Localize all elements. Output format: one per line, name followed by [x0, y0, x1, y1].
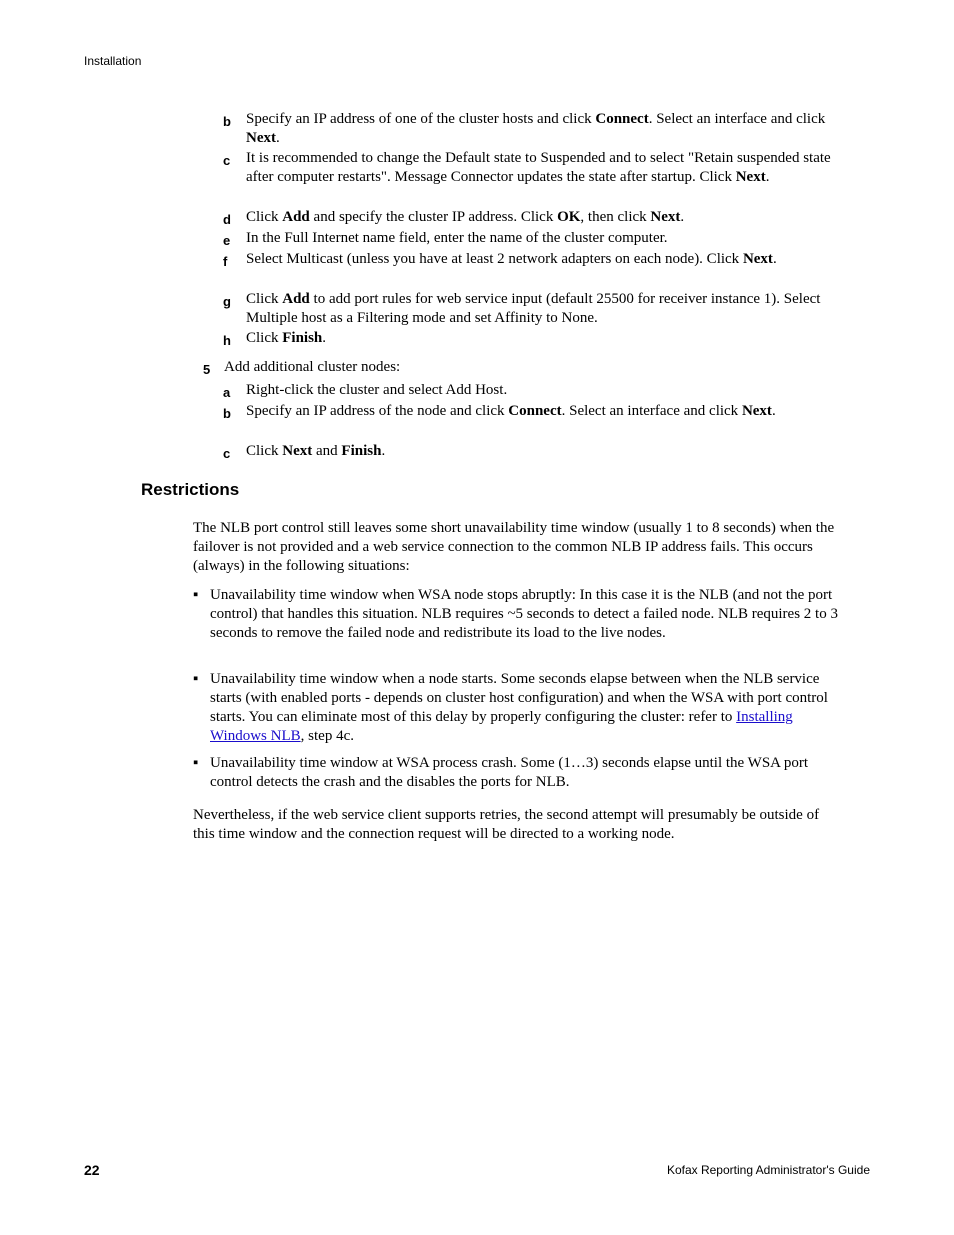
text-run: .	[765, 169, 770, 185]
text-run: to add port rules for web service input (default 25500 for receiver instance 1). Select Multiple host as a Filtering mode and set Affinity to None.	[246, 291, 821, 326]
substep-letter: d	[223, 212, 231, 227]
ui-term: Add	[282, 291, 310, 307]
substep-letter: h	[223, 333, 231, 348]
step-text: Add additional cluster nodes:	[224, 359, 401, 375]
text-run: . Select an interface and click	[561, 403, 742, 419]
bullet-marker: ▪	[193, 671, 199, 687]
text-run: .	[381, 443, 386, 459]
bullet-text-after: , step 4c.	[300, 728, 354, 744]
ui-term: Next	[735, 169, 766, 185]
substep-text	[246, 290, 843, 328]
restrictions-closing: Nevertheless, if the web service client supports retries, the second attempt will presumably be outside of this time window and the connection request will be directed to a working node.	[193, 807, 820, 842]
text-run: .	[771, 403, 776, 419]
substep-text	[246, 250, 843, 269]
text-run: In the Full Internet name field, enter the name of the cluster computer.	[246, 230, 668, 246]
text-run: Right-click the cluster and select Add Host.	[246, 382, 508, 398]
ui-term: Next	[246, 130, 276, 146]
installing-windows-nlb-link[interactable]: Installing Windows NLB	[210, 709, 793, 744]
substep-4f	[223, 250, 843, 269]
bullet-item	[193, 586, 843, 643]
text-run: Click	[246, 330, 283, 346]
ui-term: OK	[557, 209, 581, 225]
ui-term: Next	[650, 209, 681, 225]
text-run: .	[276, 130, 280, 146]
bullet-marker: ▪	[193, 587, 199, 603]
substep-text	[246, 208, 843, 227]
ui-term: Add	[282, 209, 310, 225]
restrictions-intro: The NLB port control still leaves some short unavailability time window (usually 1 to 8 seconds) when the failover is not provided and a web service connection to the common NLB IP address fails. This occurs (always) in the following situations:	[193, 520, 835, 574]
substep-text	[246, 329, 843, 348]
substep-text	[246, 402, 843, 421]
section-heading-restrictions: Restrictions	[141, 480, 240, 499]
ui-term: Next	[282, 443, 313, 459]
text-run: Click	[246, 443, 283, 459]
ui-term: Next	[741, 403, 772, 419]
bullet-item	[193, 754, 843, 792]
text-run: It is recommended to change the Default state to Suspended and to select "Retain suspended state after computer restarts". Message Connector updates the state after startup. Click	[246, 150, 831, 185]
substep-5c	[223, 442, 843, 461]
ui-term: Finish	[282, 330, 323, 346]
text-run: .	[322, 330, 327, 346]
substep-letter: c	[223, 446, 231, 461]
substep-4g	[223, 290, 843, 328]
substep-text	[246, 381, 843, 400]
ui-term: Finish	[341, 443, 382, 459]
step-number: 5	[203, 362, 211, 377]
ui-term: Connect	[595, 111, 649, 127]
text-run: Select Multicast (unless you have at least 2 network adapters on each node). Click	[246, 251, 743, 267]
substep-5b	[223, 402, 843, 421]
substep-letter: a	[223, 385, 231, 400]
substep-4d	[223, 208, 843, 227]
text-run: . Select an interface and click	[648, 111, 826, 127]
bullet-text	[210, 670, 843, 746]
substep-letter: b	[223, 406, 231, 421]
step-5	[203, 358, 843, 377]
bullet-text: Unavailability time window when WSA node stops abruptly: In this case it is the NLB (and not the port control) that handles this situation. NLB requires ~5 seconds to detect a failed node. NLB requires 2 to 3 seconds to remove the failed node and redistribute its load to the live nodes.	[210, 587, 838, 641]
text-run: Specify an IP address of the node and click	[246, 403, 509, 419]
substep-4b	[223, 110, 843, 148]
text-run: .	[772, 251, 777, 267]
substep-letter: b	[223, 114, 231, 129]
substep-text	[246, 149, 843, 187]
substep-letter: g	[223, 294, 231, 309]
substep-text	[246, 442, 843, 461]
text-run: Click	[246, 209, 283, 225]
bullet-text: Unavailability time window at WSA process crash. Some (1…3) seconds elapse until the WSA port control detects the crash and the disables the ports for NLB.	[210, 755, 809, 790]
text-run: Specify an IP address of one of the cluster hosts and click	[246, 111, 596, 127]
substep-5a	[223, 381, 843, 400]
substep-letter: c	[223, 153, 231, 168]
substep-4e	[223, 229, 843, 248]
ui-term: Next	[742, 251, 773, 267]
substep-letter: f	[223, 254, 228, 269]
bullet-marker: ▪	[193, 755, 199, 771]
substep-letter: e	[223, 233, 231, 248]
page-number: 22	[84, 1162, 100, 1178]
substep-4h	[223, 329, 843, 348]
running-header: Installation	[84, 54, 142, 68]
text-run: , then click	[580, 209, 651, 225]
text-run: and specify the cluster IP address. Click	[309, 209, 558, 225]
bullet-text-before: Unavailability time window when a node starts. Some seconds elapse between when the NLB service starts (with enabled ports - depends on cluster host configuration) and when the WSA with port control starts. You can eliminate most of this delay by properly configuring the cluster: refer to	[210, 671, 828, 725]
text-run: and	[312, 443, 342, 459]
bullet-item	[193, 670, 843, 746]
substep-4c	[223, 149, 843, 187]
guide-title: Kofax Reporting Administrator's Guide	[666, 1163, 870, 1177]
substep-text	[246, 229, 843, 248]
text-run: .	[680, 209, 685, 225]
text-run: Click	[246, 291, 283, 307]
substep-text	[246, 110, 843, 148]
ui-term: Connect	[508, 403, 562, 419]
